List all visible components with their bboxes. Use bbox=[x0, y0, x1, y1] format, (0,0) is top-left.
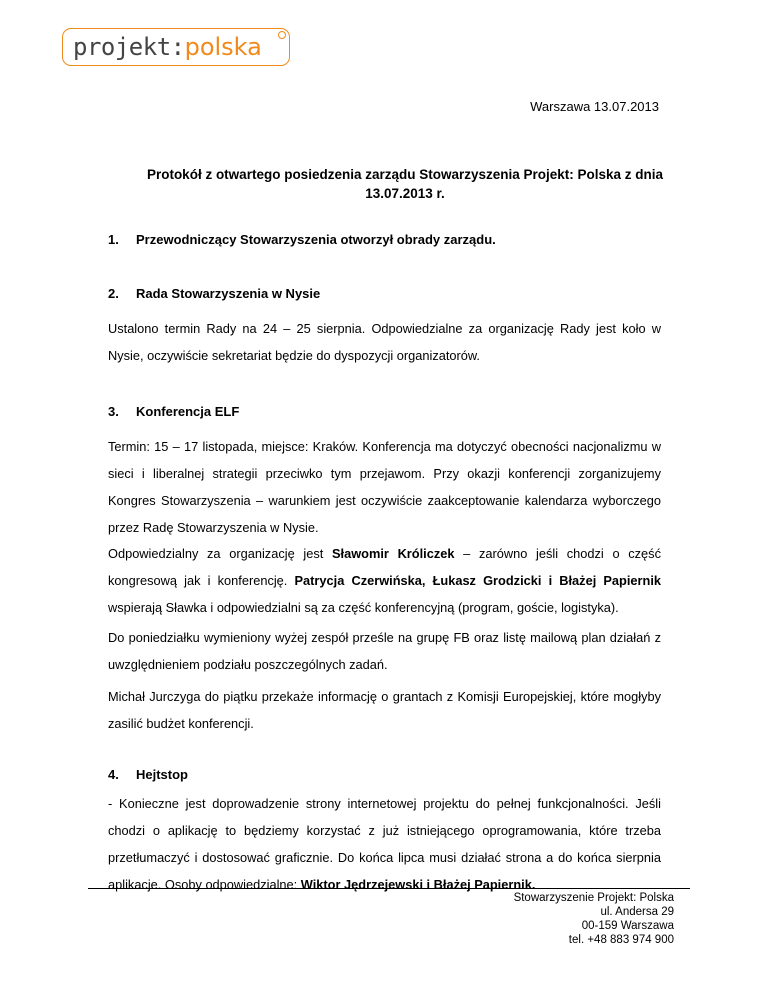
paragraph-elf-3: Do poniedziałku wymieniony wyżej zespół prześle na grupę FB oraz listę mailową plan działań z uwzględnieniem podziału poszczególnych zadań. bbox=[108, 630, 661, 672]
section-heading-2 bbox=[108, 286, 320, 301]
footer-address bbox=[514, 891, 674, 947]
document-date: Warszawa 13.07.2013 bbox=[530, 99, 659, 114]
section-title: Konferencja ELF bbox=[136, 404, 240, 419]
paragraph-hejtstop: - Konieczne jest doprowadzenie strony internetowej projektu do pełnej funkcjonalności. Jeśli chodzi o aplikację to będziemy korzystać z już istniejącego oprogramowania, które trzeba przetłumaczyć i dostosować graficznie. Do końca lipca musi działać strona a do końca sierpnia aplikacje. Osoby odpowiedzialne: Wiktor Jędrzejewski i Błażej Papiernik. bbox=[108, 796, 661, 892]
person-names: Patrycja Czerwińska, Łukasz Grodzicki i Błażej Papiernik bbox=[294, 573, 662, 588]
paragraph-elf-2: Odpowiedzialny za organizację jest Sławomir Króliczek – zarówno jeśli chodzi o część kongresową jak i konferencję. Patrycja Czerwińska, Łukasz Grodzicki i Błażej Papiernik wspierają Sławka i odpowiedzialni są za część konferencyjną (program, goście, logistyka). bbox=[108, 546, 662, 615]
section-number: 1. bbox=[108, 232, 119, 247]
logo-prefix: projekt: bbox=[73, 33, 185, 61]
section-title: Hejtstop bbox=[136, 767, 188, 782]
footer-divider bbox=[88, 888, 690, 889]
section-heading-1 bbox=[108, 232, 496, 247]
section-heading-4 bbox=[108, 767, 188, 782]
section-heading-3 bbox=[108, 404, 239, 419]
section-title: Przewodniczący Stowarzyszenia otworzył obrady zarządu. bbox=[136, 232, 496, 247]
footer-street: ul. Andersa 29 bbox=[600, 906, 674, 918]
logo-brand: polska bbox=[184, 33, 262, 61]
paragraph-elf-4: Michał Jurczyga do piątku przekaże informację o grantach z Komisji Europejskiej, które mogłyby zasilić budżet konferencji. bbox=[108, 689, 661, 731]
footer-org: Stowarzyszenie Projekt: Polska bbox=[513, 892, 674, 904]
section-number: 2. bbox=[108, 286, 119, 301]
footer-phone: tel. +48 883 974 900 bbox=[568, 934, 674, 946]
paragraph-rada: Ustalono termin Rady na 24 – 25 sierpnia. Odpowiedzialne za organizację Rady jest koło w Nysie, oczywiście sekretariat będzie do dyspozycji organizatorów. bbox=[108, 321, 661, 363]
footer-city: 00-159 Warszawa bbox=[581, 920, 674, 932]
projekt-polska-logo bbox=[62, 28, 290, 66]
person-names: Wiktor Jędrzejewski i Błażej Papiernik. bbox=[300, 877, 536, 892]
section-number: 4. bbox=[108, 767, 119, 782]
section-title: Rada Stowarzyszenia w Nysie bbox=[136, 286, 321, 301]
smile-icon bbox=[278, 31, 286, 39]
document-title: Protokół z otwartego posiedzenia zarządu Stowarzyszenia Projekt: Polska z dnia 13.07.2013 r. bbox=[146, 167, 664, 201]
section-number: 3. bbox=[108, 404, 119, 419]
paragraph-elf-1: Termin: 15 – 17 listopada, miejsce: Kraków. Konferencja ma dotyczyć obecności nacjonalizmu w sieci i liberalnej strategii przeciwko tym przejawom. Przy okazji konferencji zorganizujemy Kongres Stowarzyszenia – warunkiem jest oczywiście zaakceptowanie kalendarza wyborczego przez Radę Stowarzyszenia w Nysie. bbox=[108, 439, 661, 535]
person-name: Sławomir Króliczek bbox=[331, 546, 455, 561]
